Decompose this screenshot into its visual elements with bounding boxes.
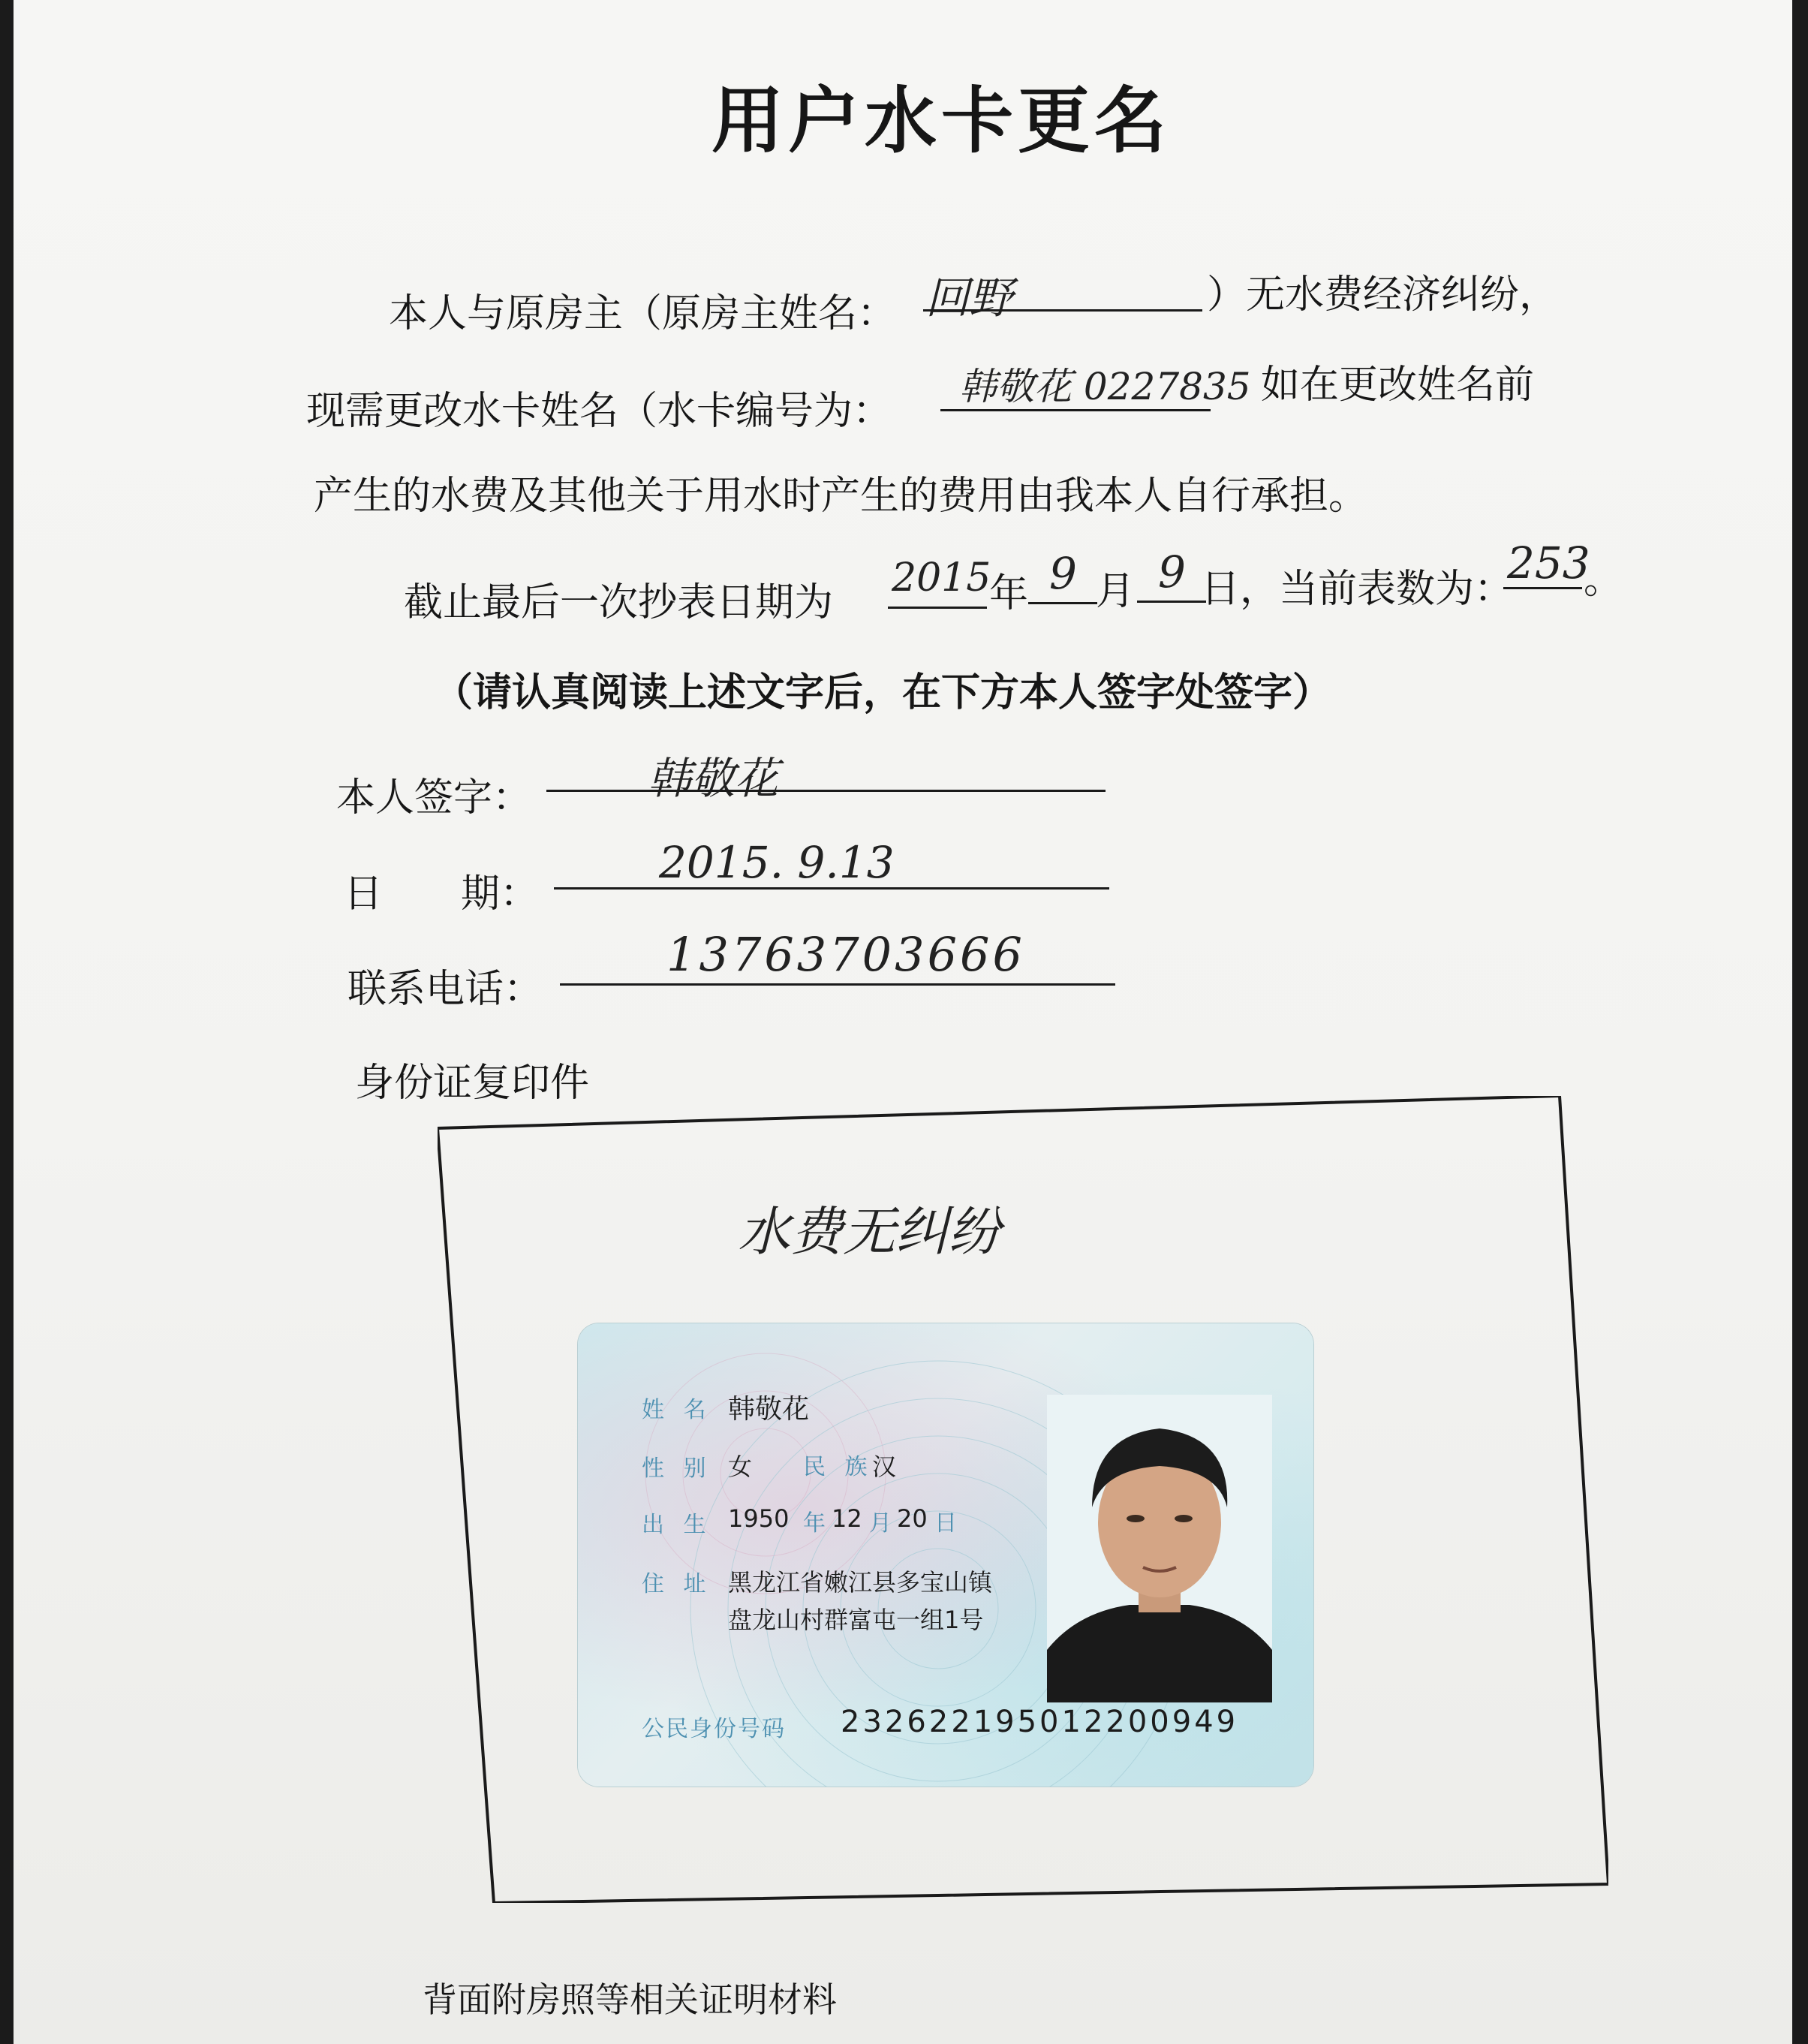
card-id-number-label: 公民身份号码 [642, 1716, 786, 1742]
water-card-number: 韩敬花 0227835 [959, 365, 1251, 408]
card-address-label: 住 址 [642, 1571, 712, 1597]
date-label: 日 期： [344, 871, 540, 917]
meter-reading: 253 [1507, 537, 1590, 589]
line1-suffix: ）无水费经济纠纷， [1207, 272, 1559, 318]
card-sex: 女 [728, 1452, 753, 1481]
card-birth-day: 20 [897, 1504, 928, 1533]
line4-end: 。 [1584, 558, 1623, 603]
reading-year: 2015 [892, 555, 991, 601]
reading-day-underline [1137, 601, 1206, 603]
line3-text: 产生的水费及其他关于用水时产生的费用由我本人自行承担。 [314, 474, 1368, 519]
box-handwritten-note: 水费无纠纷 [738, 1201, 1000, 1263]
reading-month: 9 [1049, 548, 1077, 599]
day-unit: 日，当前表数为： [1201, 567, 1514, 612]
card-ethnicity: 汉 [872, 1452, 897, 1481]
line1-prefix: 本人与原房主（原房主姓名： [389, 291, 897, 336]
reading-month-underline [1028, 602, 1097, 604]
card-birth-year-unit: 年 [803, 1510, 826, 1537]
line2-suffix: 如在更改姓名前 [1261, 363, 1535, 408]
card-birth-label: 出 生 [642, 1512, 712, 1538]
card-birth-day-unit: 日 [934, 1510, 957, 1537]
footer-note: 背面附房照等相关证明材料 [423, 1979, 837, 2020]
document-page [14, 0, 1792, 2044]
signature-underline [546, 790, 1106, 792]
original-owner-underline [923, 309, 1202, 312]
card-birth-month-unit: 月 [869, 1510, 892, 1537]
meter-reading-underline [1503, 587, 1582, 589]
card-ethnicity-label: 民 族 [803, 1454, 874, 1480]
reading-year-underline [888, 607, 987, 609]
card-portrait-photo [1047, 1395, 1272, 1702]
card-address-line2: 盘龙山村群富屯一组1号 [728, 1606, 984, 1634]
instruction-text: （请认真阅读上述文字后，在下方本人签字处签字） [434, 670, 1332, 715]
line4-prefix: 截止最后一次抄表日期为 [404, 580, 834, 625]
card-id-number: 232622195012200949 [841, 1705, 1239, 1739]
id-copy-label: 身份证复印件 [355, 1061, 590, 1106]
page-title: 用户水卡更名 [711, 79, 1171, 163]
card-sex-label: 性 别 [642, 1455, 712, 1482]
line2-prefix: 现需更改水卡姓名（水卡编号为： [306, 389, 892, 434]
phone-underline [560, 983, 1115, 986]
phone-label: 联系电话： [347, 967, 543, 1012]
card-birth-month: 12 [832, 1504, 862, 1533]
date-value: 2015. 9.13 [659, 837, 895, 888]
signature-label: 本人签字： [336, 775, 532, 820]
id-card-image [578, 1323, 1313, 1787]
card-name: 韩敬花 [728, 1394, 810, 1425]
date-underline [554, 887, 1109, 890]
signature-value: 韩敬花 [648, 753, 779, 804]
card-name-label: 姓 名 [642, 1397, 712, 1423]
reading-day: 9 [1158, 546, 1186, 598]
original-owner-name: 回野 [925, 272, 1013, 324]
month-unit: 月 [1096, 569, 1136, 614]
card-address-line1: 黑龙江省嫩江县多宝山镇 [728, 1568, 993, 1597]
water-card-underline [940, 409, 1211, 411]
card-birth-year: 1950 [728, 1504, 790, 1533]
year-unit: 年 [989, 571, 1029, 616]
phone-value: 13763703666 [666, 927, 1025, 982]
